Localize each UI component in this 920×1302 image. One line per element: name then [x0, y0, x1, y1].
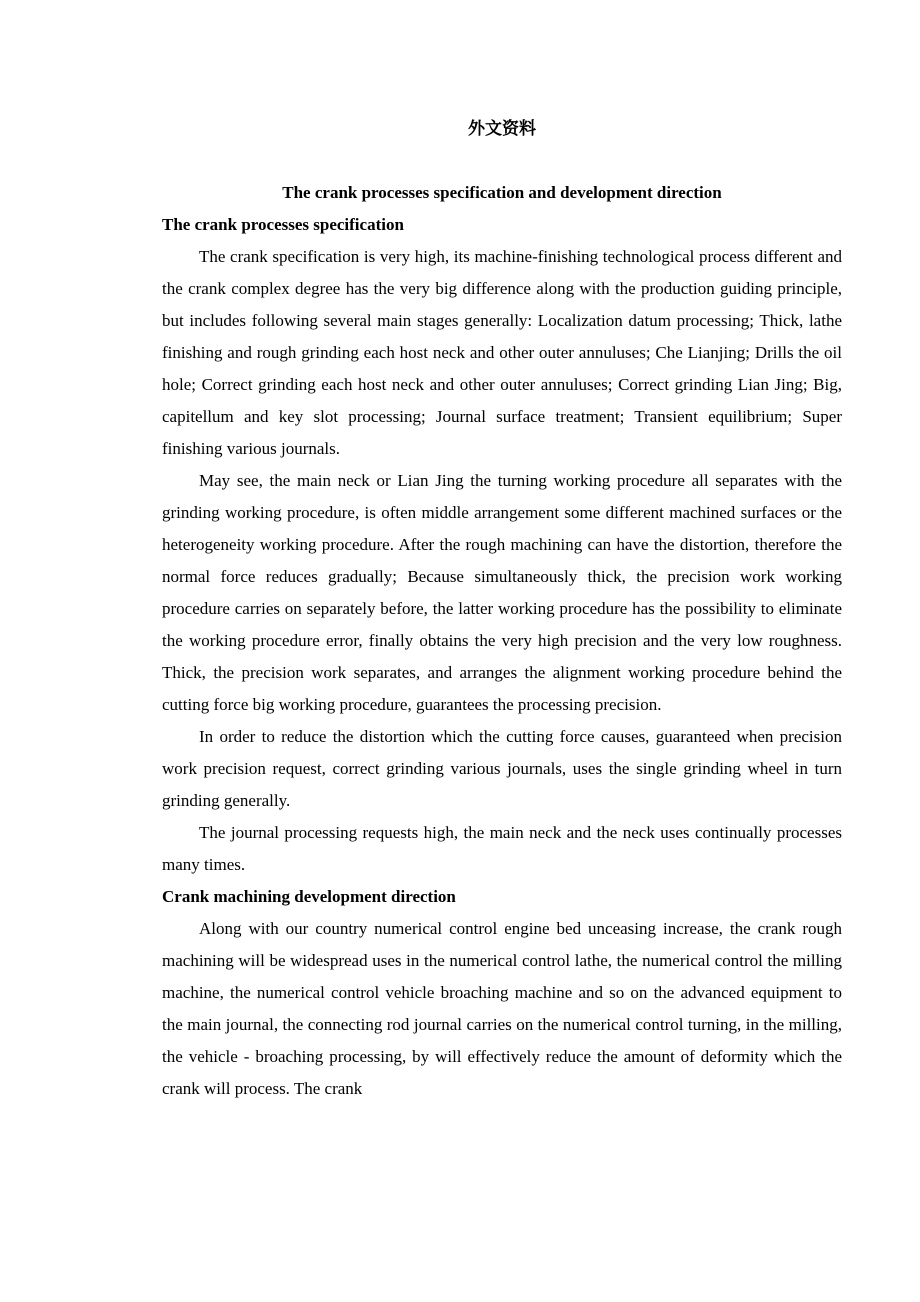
paragraph: The journal processing requests high, the main neck and the neck uses continually processes many times.: [162, 823, 842, 874]
section-heading: Crank machining development direction: [162, 887, 456, 906]
document-label: 外文资料: [468, 119, 536, 139]
paragraph: In order to reduce the distortion which the cutting force causes, guaranteed when precision work precision request, correct grinding various journals, uses the single grinding wheel in turn grinding generally.: [162, 727, 842, 810]
document-title: The crank processes specification and development direction: [282, 183, 722, 202]
paragraph: Along with our country numerical control engine bed unceasing increase, the crank rough machining will be widespread uses in the numerical control lathe, the numerical control the milling machine, the numerical control vehicle broaching machine and so on the advanced equipment to the main journal, the connecting rod journal carries on the numerical control turning, in the milling, the vehicle - broaching processing, by will effectively reduce the amount of deformity which the crank will process. The crank: [162, 919, 842, 1098]
section-specification: [162, 209, 842, 881]
section-heading: The crank processes specification: [162, 215, 404, 234]
document-body: [162, 113, 842, 1105]
paragraph: The crank specification is very high, its machine-finishing technological process different and the crank complex degree has the very big difference along with the production guiding principle, but includes following several main stages generally: Localization datum processing; Thick, lathe finishing and rough grinding each host neck and other outer annuluses; Che Lianjing; Drills the oil hole; Correct grinding each host neck and other outer annuluses; Correct grinding Lian Jing; Big, capitellum and key slot processing; Journal surface treatment; Transient equilibrium; Super finishing various journals.: [162, 247, 842, 458]
paragraph: May see, the main neck or Lian Jing the turning working procedure all separates with the grinding working procedure, is often middle arrangement some different machined surfaces or the heterogeneity working procedure. After the rough machining can have the distortion, therefore the normal force reduces gradually; Because simultaneously thick, the precision work working procedure carries on separately before, the latter working procedure has the possibility to eliminate the working procedure error, finally obtains the very high precision and the very low roughness. Thick, the precision work separates, and arranges the alignment working procedure behind the cutting force big working procedure, guarantees the processing precision.: [162, 471, 842, 714]
section-development-direction: [162, 881, 842, 1105]
